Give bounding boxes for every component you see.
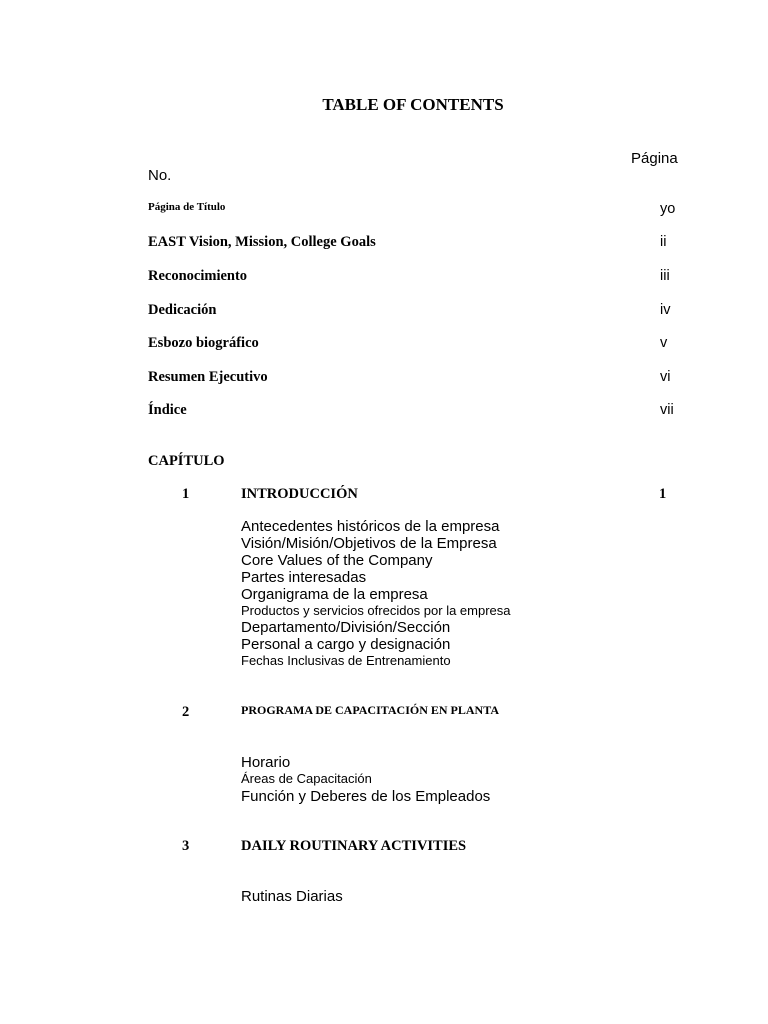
section-item: Áreas de Capacitación (241, 771, 372, 786)
toc-entry-executive-summary: Resumen Ejecutivo (148, 369, 268, 385)
section-item: Antecedentes históricos de la empresa (241, 518, 500, 535)
section-item: Función y Deberes de los Empleados (241, 788, 491, 805)
section-item: Productos y servicios ofrecidos por la empresa (241, 603, 511, 618)
page-column-header-cont: No. (148, 167, 172, 184)
toc-page-number: ii (660, 234, 667, 250)
toc-entry-vision: EAST Vision, Mission, College Goals (148, 234, 376, 250)
page-column-header: Página (631, 150, 678, 167)
toc-entry-index: Índice (148, 402, 187, 418)
toc-entry-dedication: Dedicación (148, 302, 217, 318)
toc-entry-acknowledgement: Reconocimiento (148, 268, 248, 284)
toc-entry-title-page: Página de Título (148, 201, 226, 213)
chapter-heading: CAPÍTULO (148, 453, 225, 469)
section-item: Fechas Inclusivas de Entrenamiento (241, 653, 451, 668)
toc-page-number: vi (660, 369, 671, 385)
section-item: Rutinas Diarias (241, 888, 343, 905)
section-item: Departamento/División/Sección (241, 619, 451, 636)
chapter-page-number: 1 (659, 486, 667, 502)
page-title: TABLE OF CONTENTS (322, 95, 504, 114)
chapter-number: 2 (182, 704, 190, 720)
section-item: Core Values of the Company (241, 552, 433, 569)
toc-page-number: vii (660, 402, 674, 418)
section-item: Horario (241, 754, 291, 771)
toc-page-number: yo (660, 201, 676, 217)
toc-page-number: iii (660, 268, 670, 284)
section-item: Personal a cargo y designación (241, 636, 451, 653)
toc-page-number: iv (660, 302, 671, 318)
section-item: Organigrama de la empresa (241, 586, 428, 603)
toc-entry-biographical-sketch: Esbozo biográfico (148, 335, 259, 351)
chapter-title: PROGRAMA DE CAPACITACIÓN EN PLANTA (241, 703, 499, 717)
section-item: Partes interesadas (241, 569, 367, 586)
section-item: Visión/Misión/Objetivos de la Empresa (241, 535, 497, 552)
chapter-title: DAILY ROUTINARY ACTIVITIES (241, 838, 467, 854)
toc-page-number: v (660, 335, 668, 351)
chapter-number: 1 (182, 486, 190, 502)
chapter-number: 3 (182, 838, 190, 854)
chapter-title: INTRODUCCIÓN (241, 486, 358, 502)
